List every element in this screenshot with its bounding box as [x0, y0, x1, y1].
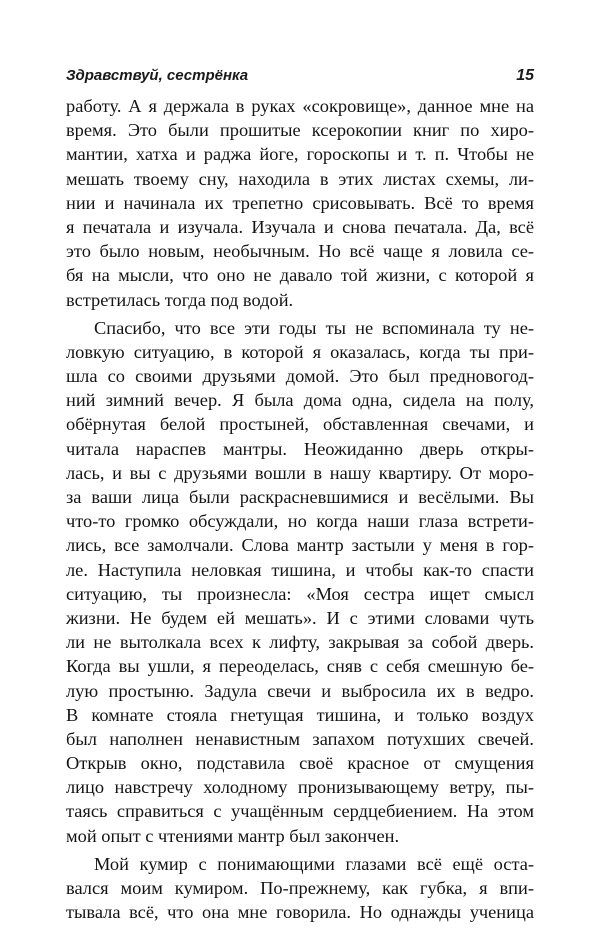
text-line: Когда вы ушли, я переоделась, сняв с себя смешную бе-: [66, 656, 534, 677]
text-line: встретилась тогда под водой.: [66, 289, 294, 310]
text-line: Открыв окно, подставила своё красное от смущения: [66, 753, 534, 774]
text-line: что-то громко обсуждали, но когда наши глаза встрети-: [66, 511, 534, 532]
text-line: ловкую ситуацию, в которой я оказалась, когда ты при-: [66, 341, 534, 362]
text-line: был наполнен ненавистным запахом потухших свечей.: [66, 728, 534, 749]
text-line: обёрнутая белой простыней, обставленная свечами, и: [66, 414, 534, 435]
page-number: 15: [516, 67, 534, 84]
text-line: нии и начинала их трепетно срисовывать. Всё то время: [66, 192, 534, 213]
text-line: ситуацию, ты произнесла: «Моя сестра ищет смысл: [66, 583, 534, 604]
paragraph: [66, 94, 534, 312]
text-line: тывала всё, что она мне говорила. Но однажды ученица: [66, 902, 534, 923]
paragraph: [66, 316, 534, 848]
chapter-title: Здравствуй, сестрёнка: [66, 67, 249, 84]
text-line: работу. А я держала в руках «сокровище», данное мне на: [66, 96, 534, 116]
text-line: лась, и вы с друзьями вошли в нашу квартиру. От моро-: [66, 462, 534, 483]
text-line: за ваши лица были раскрасневшимися и весёлыми. Вы: [66, 487, 534, 507]
text-line: лую простыню. Задула свечи и выбросила их в ведро.: [66, 680, 534, 701]
paragraph: [66, 852, 534, 925]
text-line: это было новым, необычным. Но всё чаще я ловила се-: [66, 241, 534, 262]
text-line: вался моим кумиром. По-прежнему, как губка, я впи-: [66, 878, 534, 898]
text-line: Спасибо, что все эти годы ты не вспоминала ту не-: [94, 317, 534, 338]
text-line: ли не вытолкала всех к лифту, закрывая за собой дверь.: [66, 632, 534, 653]
text-line: я печатала и изучала. Изучала и снова печатала. Да, всё: [66, 216, 534, 237]
text-line: мантии, хатха и раджа йоге, гороскопы и т. п. Чтобы не: [66, 144, 534, 165]
text-line: таясь справиться с учащённым сердцебиением. На этом: [66, 801, 534, 822]
text-line: мешать твоему сну, находила в этих листах схемы, ли-: [66, 168, 534, 189]
body-text: [66, 94, 534, 928]
text-line: жизни. Не будем ей мешать». И с этими словами чуть: [66, 607, 534, 628]
text-line: лицо навстречу холодному пронизывающему ветру, пы-: [66, 777, 534, 798]
text-line: В комнате стояла гнетущая тишина, и только воздух: [66, 704, 534, 725]
text-line: бя на мысли, что оно не давало той жизни, с которой я: [66, 265, 534, 286]
text-line: мой опыт с чтениями мантр был закончен.: [66, 825, 400, 846]
text-line: лись, все замолчали. Слова мантр застыли у меня в гор-: [66, 535, 534, 556]
text-line: читала нараспев мантры. Неожиданно дверь откры-: [66, 438, 534, 459]
text-line: шла со своими друзьями домой. Это был предновогод-: [66, 366, 534, 387]
text-line: ле. Наступила неловкая тишина, и чтобы как-то спасти: [66, 559, 534, 580]
text-line: ний зимний вечер. Я была дома одна, сидела на полу,: [66, 390, 534, 411]
text-line: время. Это были прошитые ксерокопии книг по хиро-: [66, 120, 534, 141]
text-line: Мой кумир с понимающими глазами всё ещё оста-: [94, 853, 534, 874]
running-header: [66, 63, 534, 87]
